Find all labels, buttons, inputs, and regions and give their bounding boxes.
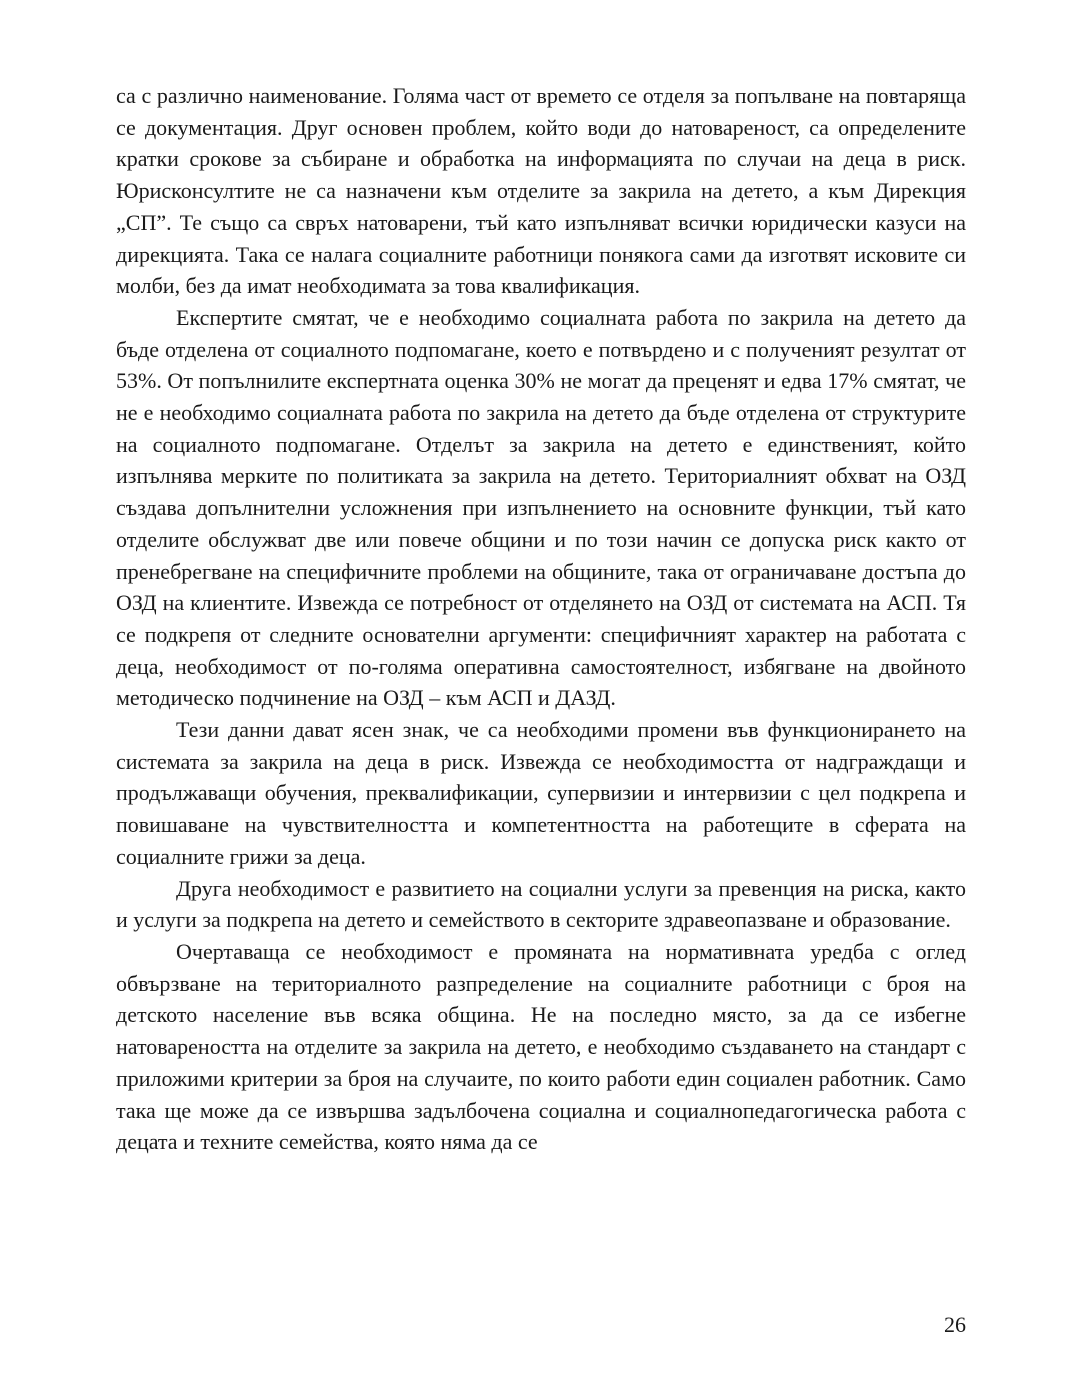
paragraph-continuation: са с различно наименование. Голяма част от времето се отделя за попълване на повтаряща се документация. Друг основен проблем, който води до натовареност, са определените кратки срокове за събиране и обработка на информацията по случаи на деца в риск. Юрисконсултите не са назначени към отделите за закрила на детето, а към Дирекция „СП”. Те също са свръх натоварени, тъй като изпълняват всички юридически казуси на дирекцията. Така се налага социалните работници понякога сами да изготвят исковите си молби, без да имат необходимата за това квалификация. <box>116 83 966 299</box>
page-number: 26 <box>944 1312 966 1337</box>
paragraph-regulation-change: Очертаваща се необходимост е промяната на нормативната уредба с оглед обвързване на териториалното разпределение на социалните работници с броя на детското население във всяка община. Не на последно място, за да се избегне натовареността на отделите за закрила на детето, е необходимо създаването на стандарт с приложими критерии за броя на случаите, по които работи един социален работник. Само така ще може да се извършва задълбочена социална и социалнопедагогическа работа с децата и техните семейства, която няма да се <box>116 938 966 1155</box>
paragraph-experts-opinion: Експертите смятат, че е необходимо социалната работа по закрила на детето да бъде отделена от социалното подпомагане, което е потвърдено и с полученият резултат от 53%. От попълнилите експертната оценка 30% не могат да преценят и едва 17% смятат, че не е необходимо социалната работа по закрила на детето да бъде отделена от структурите на социалното подпомагане. Отделът за закрила на детето е единственият, който изпълнява мерките по политиката за закрила на детето. Териториалният обхват на ОЗД създава допълнителни усложнения при изпълнението на основните функции, тъй като отделите обслужват две или повече общини и по този начин се допуска риск както от пренебрегване на специфичните проблеми на общините, така от ограничаване достъпа до ОЗД на клиентите. Извежда се потребност от отделянето на ОЗД от системата на АСП. Тя се подкрепя от следните основателни аргументи: специфичният характер на работата с деца, необходимост от по-голяма оперативна самостоятелност, избягване на двойното методическо подчинение на ОЗД – към АСП и ДАЗД. <box>116 304 966 711</box>
document-body <box>116 80 966 1158</box>
paragraph-data-signal: Тези данни дават ясен знак, че са необходими промени във функционирането на системата за закрила на деца в риск. Извежда се необходимостта от надграждащи и продължаващи обучения, преквалификации, супервизии и интервизии с цел подкрепа и повишаване на чувствителността и компетентността на работещите в сферата на социалните грижи за деца. <box>116 717 966 869</box>
paragraph-prevention-services: Друга необходимост е развитието на социални услуги за превенция на риска, както и услуги за подкрепа на детето и семейството в секторите здравеопазване и образование. <box>116 875 966 933</box>
